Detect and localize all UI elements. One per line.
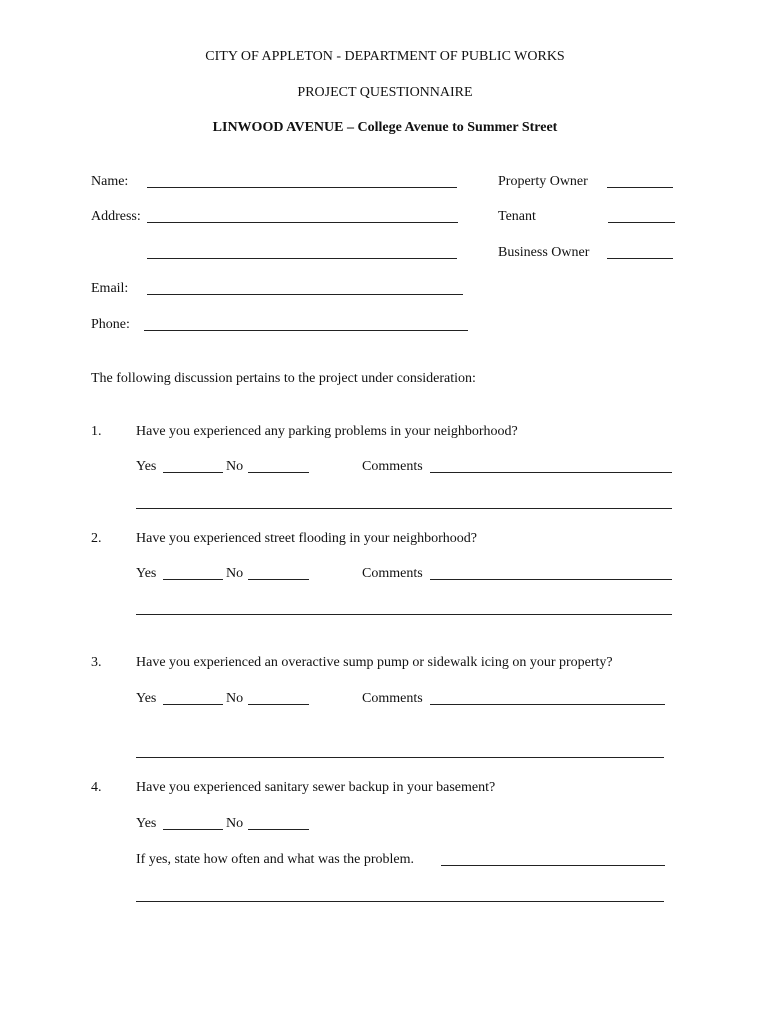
comments-field-line2[interactable] <box>136 757 664 758</box>
comments-field[interactable] <box>430 704 665 705</box>
email-label: Email: <box>91 281 129 296</box>
property-owner-field[interactable] <box>607 187 673 188</box>
yes-label: Yes <box>136 566 157 581</box>
yes-field[interactable] <box>163 704 223 705</box>
comments-field[interactable] <box>430 579 672 580</box>
comments-field-line2[interactable] <box>136 614 672 615</box>
name-field[interactable] <box>147 187 457 188</box>
comments-label: Comments <box>362 459 423 474</box>
yes-field[interactable] <box>163 579 223 580</box>
no-field[interactable] <box>248 829 309 830</box>
no-field[interactable] <box>248 472 309 473</box>
followup-field-line2[interactable] <box>136 901 664 902</box>
tenant-label: Tenant <box>498 209 536 224</box>
yes-label: Yes <box>136 459 157 474</box>
comments-label: Comments <box>362 691 423 706</box>
question-number: 1. <box>91 424 102 439</box>
question-text: Have you experienced any parking problems in your neighborhood? <box>136 424 518 439</box>
department-title: CITY OF APPLETON - DEPARTMENT OF PUBLIC WORKS <box>205 49 565 64</box>
question-number: 2. <box>91 531 102 546</box>
followup-prompt: If yes, state how often and what was the problem. <box>136 852 414 867</box>
address-field-line1[interactable] <box>147 222 458 223</box>
address-label: Address: <box>91 209 141 224</box>
yes-field[interactable] <box>163 829 223 830</box>
no-label: No <box>226 459 244 474</box>
business-owner-label: Business Owner <box>498 245 590 260</box>
name-label: Name: <box>91 174 129 189</box>
question-text: Have you experienced sanitary sewer backup in your basement? <box>136 780 496 795</box>
project-title: LINWOOD AVENUE – College Avenue to Summer Street <box>212 120 558 135</box>
comments-field-line2[interactable] <box>136 508 672 509</box>
yes-field[interactable] <box>163 472 223 473</box>
yes-label: Yes <box>136 816 157 831</box>
form-title: PROJECT QUESTIONNAIRE <box>297 85 473 100</box>
yes-label: Yes <box>136 691 157 706</box>
question-number: 4. <box>91 780 102 795</box>
followup-field[interactable] <box>441 865 665 866</box>
question-text: Have you experienced an overactive sump pump or sidewalk icing on your property? <box>136 655 613 670</box>
phone-label: Phone: <box>91 317 130 332</box>
comments-field[interactable] <box>430 472 672 473</box>
intro-text: The following discussion pertains to the project under consideration: <box>91 371 476 386</box>
phone-field[interactable] <box>144 330 468 331</box>
email-field[interactable] <box>147 294 463 295</box>
no-field[interactable] <box>248 704 309 705</box>
no-label: No <box>226 691 244 706</box>
comments-label: Comments <box>362 566 423 581</box>
no-label: No <box>226 816 244 831</box>
no-label: No <box>226 566 244 581</box>
question-text: Have you experienced street flooding in your neighborhood? <box>136 531 477 546</box>
question-number: 3. <box>91 655 102 670</box>
address-field-line2[interactable] <box>147 258 457 259</box>
business-owner-field[interactable] <box>607 258 673 259</box>
no-field[interactable] <box>248 579 309 580</box>
tenant-field[interactable] <box>608 222 675 223</box>
property-owner-label: Property Owner <box>498 174 588 189</box>
